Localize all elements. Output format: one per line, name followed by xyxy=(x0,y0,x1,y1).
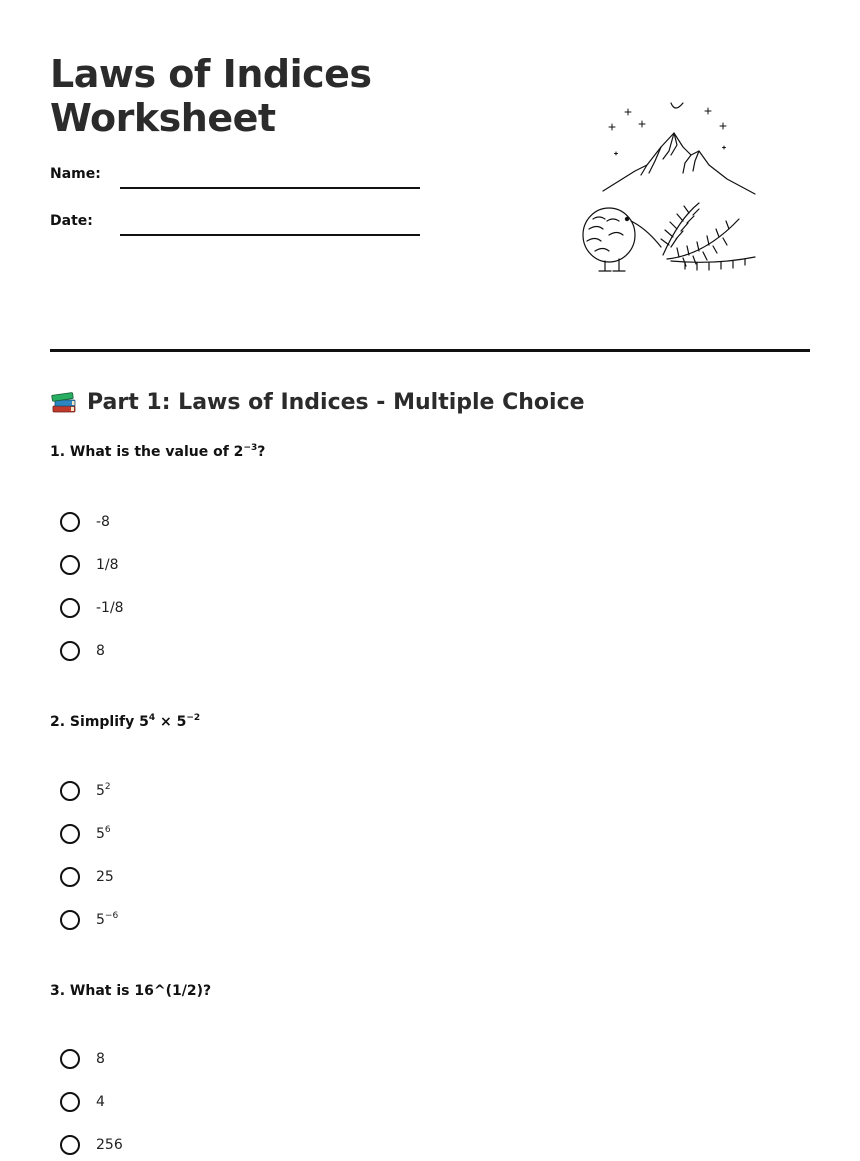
option-label: 8 xyxy=(96,643,105,659)
radio-button[interactable] xyxy=(60,641,80,661)
q2-option-c[interactable] xyxy=(60,864,114,890)
radio-button[interactable] xyxy=(60,555,80,575)
radio-button[interactable] xyxy=(60,1135,80,1155)
radio-button[interactable] xyxy=(60,781,80,801)
q1-option-a[interactable] xyxy=(60,509,110,535)
q2-option-a[interactable] xyxy=(60,778,111,804)
radio-button[interactable] xyxy=(60,598,80,618)
section-divider xyxy=(50,349,810,352)
option-label: $5^6$ xyxy=(96,825,111,842)
option-label: -1/8 xyxy=(96,600,124,616)
radio-button[interactable] xyxy=(60,512,80,532)
radio-button[interactable] xyxy=(60,1092,80,1112)
option-label: $5^2$ xyxy=(96,782,111,799)
radio-button[interactable] xyxy=(60,910,80,930)
option-label: 4 xyxy=(96,1094,105,1110)
q3-option-b[interactable] xyxy=(60,1089,105,1115)
question-2: 2. Simplify $5^4 \times 5^{-2}$ xyxy=(50,713,201,730)
date-field[interactable] xyxy=(120,234,420,236)
q1-option-c[interactable] xyxy=(60,595,124,621)
option-label: 8 xyxy=(96,1051,105,1067)
option-label: 1/8 xyxy=(96,557,119,573)
kiwi-mountain-fern-illustration xyxy=(575,95,765,279)
part1-heading xyxy=(50,388,585,416)
q2-option-b[interactable] xyxy=(60,821,111,847)
option-label: 25 xyxy=(96,869,114,885)
title-line-1: Laws of Indices xyxy=(50,52,372,96)
part1-heading-text: Part 1: Laws of Indices - Multiple Choice xyxy=(87,389,585,415)
radio-button[interactable] xyxy=(60,824,80,844)
q1-option-d[interactable] xyxy=(60,638,105,664)
q3-option-a[interactable] xyxy=(60,1046,105,1072)
name-label: Name: xyxy=(50,166,101,182)
q2-option-d[interactable] xyxy=(60,907,118,933)
option-label: $5^{-6}$ xyxy=(96,911,119,928)
option-label: 256 xyxy=(96,1137,123,1153)
date-label: Date: xyxy=(50,213,93,229)
option-label: -8 xyxy=(96,514,110,530)
question-1: 1. What is the value of $2^{-3}$? xyxy=(50,443,266,460)
question-3: 3. What is 16^(1/2)? xyxy=(50,983,212,999)
name-field[interactable] xyxy=(120,187,420,189)
radio-button[interactable] xyxy=(60,867,80,887)
q1-option-b[interactable] xyxy=(60,552,119,578)
worksheet-title xyxy=(50,52,372,140)
radio-button[interactable] xyxy=(60,1049,80,1069)
books-icon xyxy=(50,388,78,416)
q3-option-c[interactable] xyxy=(60,1132,123,1158)
title-line-2: Worksheet xyxy=(50,96,276,140)
